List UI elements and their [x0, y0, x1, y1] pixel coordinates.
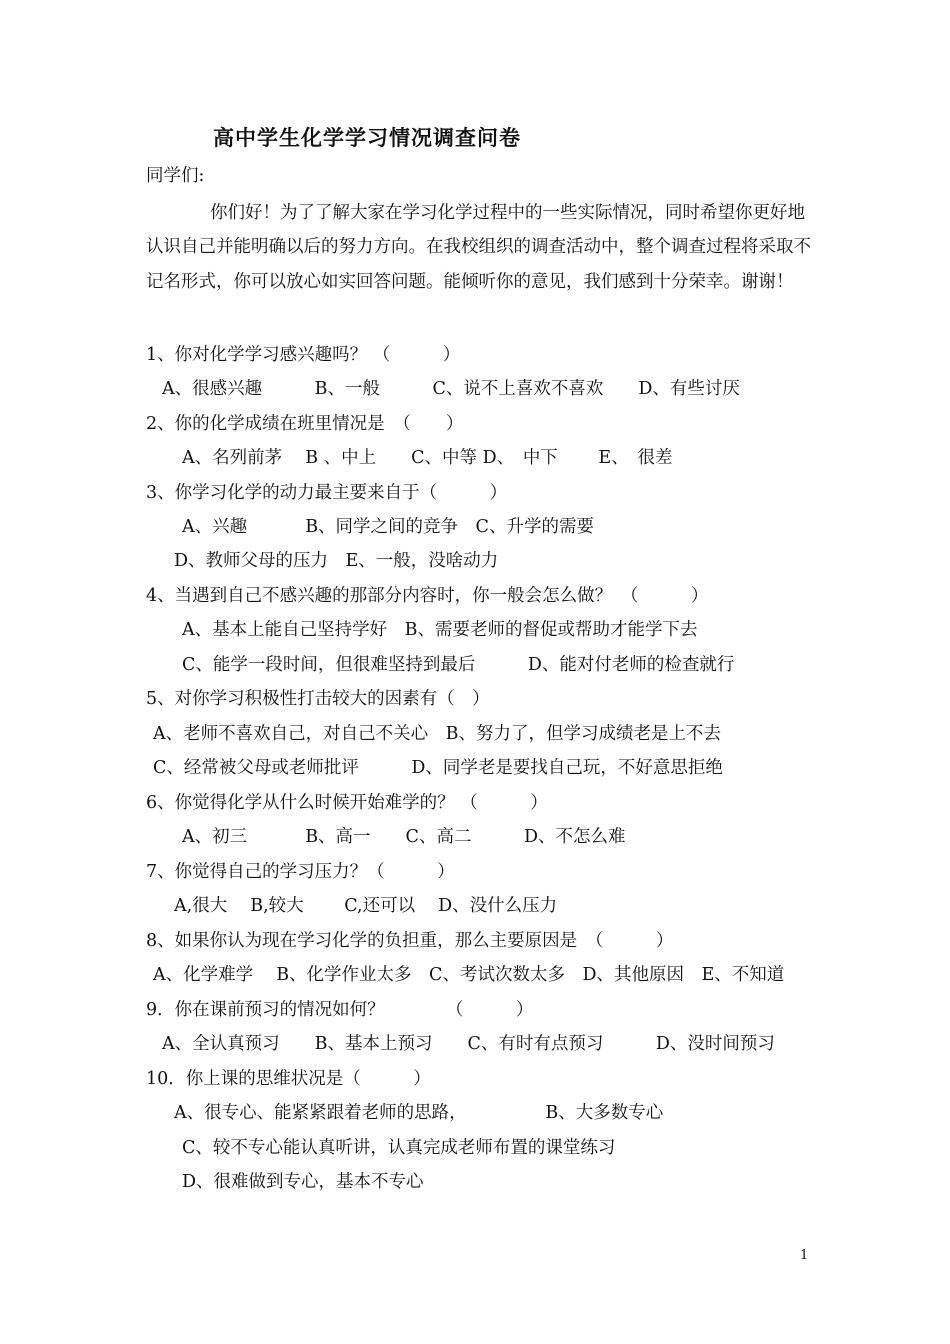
- greeting: 同学们:: [146, 166, 205, 186]
- options-4a: A、基本上能自己坚持学好 B、需要老师的督促或帮助才能学下去: [182, 620, 698, 640]
- options-8: A、化学难学 B、化学作业太多 C、考试次数太多 D、其他原因 E、不知道: [153, 965, 785, 985]
- question-8: 8、如果你认为现在学习化学的负担重，那么主要原因是 （ ）: [146, 931, 674, 951]
- intro-paragraph: [146, 196, 816, 299]
- options-6: A、初三 B、高一 C、高二 D、不怎么难: [182, 827, 626, 847]
- options-5b: C、经常被父母或老师批评 D、同学老是要找自己玩，不好意思拒绝: [153, 758, 723, 778]
- options-10b: C、较不专心能认真听讲，认真完成老师布置的课堂练习: [182, 1138, 616, 1158]
- question-3: 3、你学习化学的动力最主要来自于（ ）: [146, 483, 508, 503]
- options-10a: A、很专心、能紧紧跟着老师的思路， B、大多数专心: [174, 1103, 664, 1123]
- options-1: A、很感兴趣 B、一般 C、说不上喜欢不喜欢 D、有些讨厌: [162, 379, 740, 399]
- question-10: 10．你上课的思维状况是（ ）: [146, 1069, 431, 1089]
- question-1: 1、你对化学学习感兴趣吗？ （ ）: [146, 345, 461, 365]
- options-5a: A、老师不喜欢自己，对自己不关心 B、努力了，但学习成绩老是上不去: [153, 724, 721, 744]
- intro-text: 你们好！为了了解大家在学习化学过程中的一些实际情况，同时希望你更好地认识自己并能明确以后的努力方向。在我校组织的调查活动中，整个调查过程将采取不记名形式，你可以放心如实回答问题。能倾听你的意见，我们感到十分荣幸。谢谢！: [146, 203, 811, 292]
- question-9: 9．你在课前预习的情况如何？ （ ）: [146, 1000, 534, 1020]
- options-2: A、名列前茅 B 、中上 C、中等 D、 中下 E、 很差: [182, 448, 673, 468]
- options-3a: A、兴趣 B、同学之间的竞争 C、升学的需要: [182, 517, 594, 537]
- options-7: A,很大 B,较大 C,还可以 D、没什么压力: [174, 896, 558, 916]
- options-3b: D、教师父母的压力 E、一般，没啥动力: [174, 551, 499, 571]
- document-title: 高中学生化学学习情况调查问卷: [213, 125, 521, 150]
- question-7: 7、你觉得自己的学习压力？（ ）: [146, 862, 455, 882]
- question-4: 4、当遇到自己不感兴趣的那部分内容时，你一般会怎么做？ （ ）: [146, 586, 709, 606]
- question-5: 5、对你学习积极性打击较大的因素有（ ）: [146, 689, 490, 709]
- options-4b: C、能学一段时间，但很难坚持到最后 D、能对付老师的检查就行: [182, 655, 735, 675]
- options-9: A、全认真预习 B、基本上预习 C、有时有点预习 D、没时间预习: [162, 1034, 775, 1054]
- options-10c: D、很难做到专心，基本不专心: [182, 1172, 424, 1192]
- page-number: 1: [800, 1248, 809, 1263]
- question-2: 2、你的化学成绩在班里情况是 （ ）: [146, 414, 464, 434]
- question-6: 6、你觉得化学从什么时候开始难学的？ （ ）: [146, 793, 548, 813]
